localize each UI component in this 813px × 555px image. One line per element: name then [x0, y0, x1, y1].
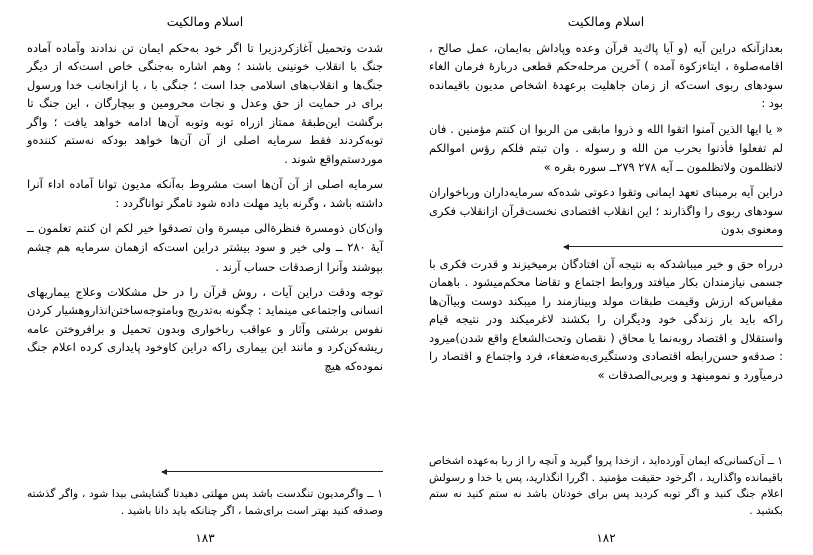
- footnote-separator: [27, 471, 383, 472]
- paragraph: سرمايه اصلى از آن آن‌ها است مشروط به‌آنكه مديون توانا آماده اداء آنرا داشته باشد ، وگرنه بايد مهلت داده شود تا‌مگر توانا‌گردد :: [27, 177, 383, 210]
- paragraph: بعدازآنكه دراين آيه (و آيا پاك‌يد قرآن وعده وپاداش به‌ايمان، عمل صالح ، اقامه‌صلوة ، ايتاءزكوة آمده ) آخرين مرحله‌حكم قطعى دربارهٔ فرمان الغاء سودهاى ربوى است‌كه از زمان جاهليت برعهدهٔ اشخاص مديون باقيمانده بود :: [429, 41, 783, 111]
- footnote-item: ۱ ــ واگر‌مديون تنگدست باشد پس مهلتى دهيد‌تا گشايشى بيدا شود ، واگر گذشته وصدقه كنيد بهتر است براى‌شما ، اگر چنانكه بايد دانا باشيد .: [27, 488, 383, 517]
- paragraph: دراين آيه برمبناى تعهد ايمانى وتقوا دعوتى شده‌كه سرمايه‌داران ورباخواران سودهاى ربوى را واگذارند ؛ اين انقلاب اقتصادى نخست‌قرآن از‌انقلاب فكرى ومعنوى بدون: [429, 185, 783, 237]
- running-head: اسلام ومالكيت: [567, 14, 645, 29]
- page-body: [27, 39, 383, 425]
- page-spacer: [429, 419, 783, 447]
- page-number: ۱۸۳: [195, 531, 215, 545]
- quoted-verse: « يا ايها الذين آمنوا اتقوا الله و ذروا مابقى من الربوا ان كنتم مؤمنين . فان لم تفعلوا فأذنوا بحرب من الله و رسوله . وان تبتم فلكم رؤس اموالكم لاتظلمون ولاتظلمون ــ آيه ۲۷۸ ۲۷۹ــ سوره بقره »: [429, 121, 783, 175]
- running-head: اسلام ومالكيت: [166, 14, 244, 29]
- page-spacer: [27, 425, 383, 468]
- page-number: ۱۸۲: [596, 531, 616, 545]
- section-divider: [429, 246, 783, 247]
- paragraph: درراه حق و خير ميباشد‌كه به نتيجه آن افتادگان برميخيزند و قدرت فكرى با جسمى نيازمندان بكار ميافتد وروابط اجتماع و تقاضا محكم‌ميشود . باهمان مقياس‌كه ارزش وقيمت طبقات مولد وبينازمند را ميبكند دوست وبياآن‌ها را‌كه بايد بار زندگى خود وديگران را بكشند لاغرميكند ودر نتيجه قيام واستقلال و اقتصاد روبه‌نما يا محاق ( نقصان وتحت‌الشعاع واقع شدن)ميرود : صدقه‌و حسن‌رابطه اقتصادى ودستگيرى‌به‌ضعفاء، فرد واجتماع و اقتصاد را درميآورد و نمومينهد و ويربى‌الصدقات »: [429, 256, 783, 382]
- page-182: [407, 0, 813, 555]
- page-183: [1, 0, 407, 555]
- paragraph: شدت وتحميل آغازكرد‌زيرا تا اگر خود به‌حكم ايمان تن ندادند وآماده آماده جنگ با انقلاب خونينى باشند ؛ وهم اشاره به‌جنگى خاص است‌كه از ديگر جنگ‌ها و انقلاب‌هاى اسلامى جدا است ؛ جنگى با ، يا ازانجانب خدا ورسول براى در حمايت از حق وعدل و نجات محرومين و بيچارگان ، اين جنگ تا برگشت اين‌طبقهٔ ممتاز از‌راه توبه وتوبه آن‌ها ادامه خواهد يافت ؛ واگر توبه‌كردند فقط سرمايه اصلى از آن آن‌ها خواهد بودكه نه‌ستم كننده‌و مورد‌ستم‌واقع شوند .: [27, 41, 383, 166]
- footnotes: [429, 453, 783, 523]
- paragraph: توجه ودقت دراين آيات ، روش قرآن را در حل مشكلات وعلاج بيماريهاى انسانى واجتماعى مينمايد : چگونه به‌تدريج وبامتوجه‌ساختن‌انذار‌وهشيار كردن نفوس برشتى وآثار و عواقب رباخوارى وبدون تحميل و برافروختن عامه ريشه‌كن‌كرد و مانند اين بيمارى را‌كه دراين كاوخود پايدارى كرده اعلام جنگ نموده‌كه هيچ: [27, 284, 383, 373]
- footnotes: [27, 486, 383, 523]
- quoted-verse: وان‌كان ذومسرة فنظرةالى ميسرة وان تصدقوا خير لكم ان كنتم تعلمون ــ آيهٔ ۲۸۰ ــ ولى خير و سود بيشتر دراين است‌كه ازهمان سرمايه هم چشم بپوشند وآنرا ازصدقات حساب آرند .: [27, 221, 383, 274]
- page-body: [429, 39, 783, 419]
- footnote-item: ۱ ــ آن‌كسانى‌كه ايمان آورده‌ايد ، ازخدا پروا گيريد و آنچه را از ربا به‌عهده اشخاص باقيمانده واگذاريد ، اگرخود حقيقت مؤمنيد . اگر‌را انگذاريد، پس يا خدا و رسولش اعلام جنگ كنيد و اگر توبه كرديد پس براى خودتان باشد نه ستم كنيد نه ستم بكشيد .: [429, 455, 783, 517]
